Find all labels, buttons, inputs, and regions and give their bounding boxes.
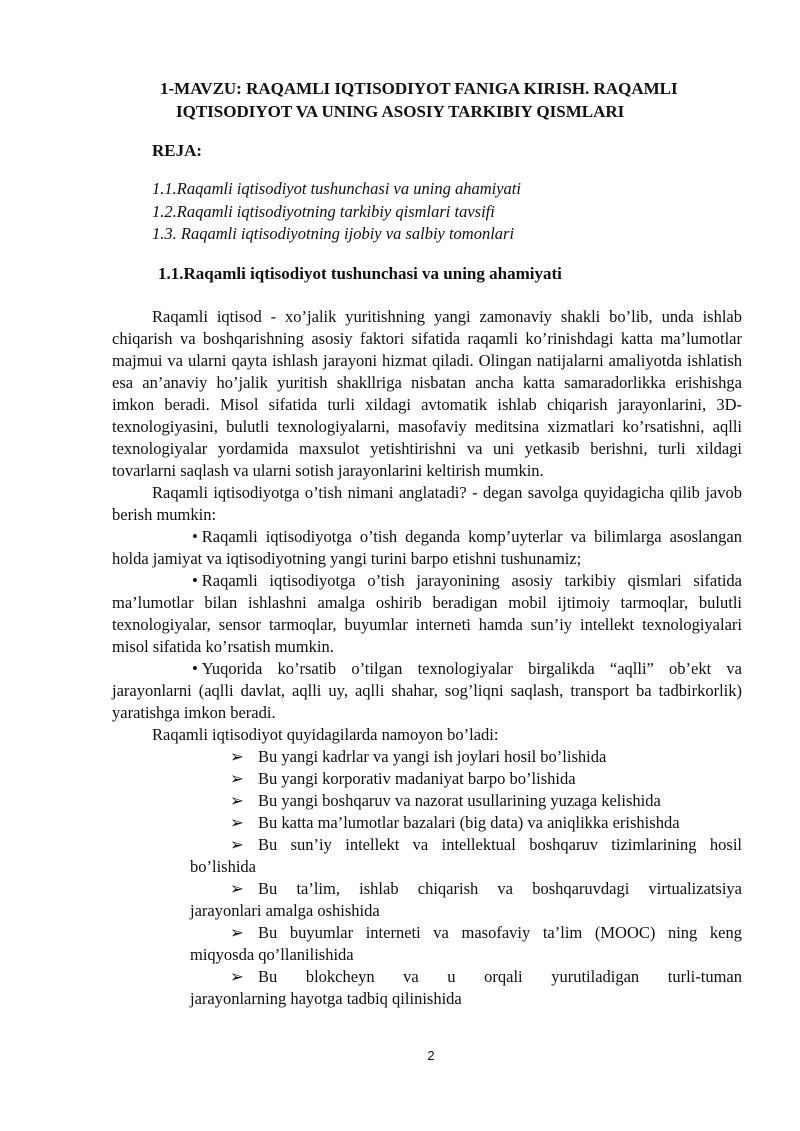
bullet-icon: • — [192, 527, 198, 546]
plan-heading: REJA: — [152, 141, 203, 160]
title-line-2: IQTISODIYOT VA UNING ASOSIY TARKIBIY QISMLARI — [176, 102, 625, 121]
page-title — [160, 77, 760, 123]
bullet-icon: • — [192, 571, 198, 590]
list-item — [112, 768, 742, 790]
list-item-text: Bu buyumlar interneti va masofaviy ta’lim (MOOC) ning keng — [258, 923, 742, 942]
paragraph: Raqamli iqtisod - xo’jalik yuritishning yangi zamonaviy shakli bo’lib, unda ishlab chiqarish va boshqarishning asosiy faktori sifatida raqamli ko’rinishdagi katta ma’lumotlar majmui va ularni qayta ishlash jarayoni hizmat qiladi. Olingan natijalarni amaliyotda ishlatish esa an’anaviy ho’jalik yuritish shakllriga nisbatan ancha katta samaradorlikka erishishga imkon beradi. Misol sifatida turli xildagi avtomatik ishlab chiqarish jarayonlarini, 3D-texnologiyasini, bulutli texnologiyalarni, masofaviy meditsina xizmatlari ko’rsatishni, aqlli texnologiyalar yordamida maxsulot yetishtirishni va uni yetkasib berishni, turli xildagi tovarlarni saqlash va ularni sotish jarayonlarini keltirish mumkin. — [112, 307, 742, 480]
arrow-bullet-icon: ➢ — [230, 769, 244, 788]
bullet-paragraph — [112, 526, 742, 570]
arrow-bullet-icon: ➢ — [230, 923, 244, 942]
plan-item: 1.2.Raqamli iqtisodiyotning tarkibiy qismlari tavsifi — [152, 201, 495, 221]
arrow-bullet-icon: ➢ — [230, 791, 244, 810]
bullet-text: Yuqorida ko’rsatib o’tilgan texnologiyalar birgalikda “aqlli” ob’ekt va jarayonlarni (aqlli davlat, aqlli uy, aqlli shahar, sog’liqni saqlash, transport ba tadbirkorlik) yaratishga imkon beradi. — [112, 659, 742, 722]
list-item — [112, 790, 742, 812]
arrow-bullet-icon: ➢ — [230, 747, 244, 766]
bullet-text: Raqamli iqtisodiyotga o’tish deganda komp’uyterlar va bilimlarga asoslangan holda jamiyat va iqtisodiyotning yangi turini barpo etishni tushunamiz; — [112, 527, 742, 568]
arrow-bullet-icon: ➢ — [230, 835, 244, 854]
paragraph: Raqamli iqtisodiyot quyidagilarda namoyon bo’ladi: — [152, 725, 499, 744]
list-item — [112, 834, 742, 878]
bullet-paragraph — [112, 658, 742, 724]
page-number: 2 — [427, 1048, 435, 1063]
list-item-text: Bu yangi kadrlar va yangi ish joylari hosil bo’lishida — [258, 747, 607, 766]
plan-list — [152, 178, 521, 246]
list-item-text: Bu yangi boshqaruv va nazorat usullarining yuzaga kelishida — [258, 791, 661, 810]
list-item-text: Bu yangi korporativ madaniyat barpo bo’lishida — [258, 769, 576, 788]
body-text — [112, 306, 742, 1010]
arrow-bullet-icon: ➢ — [230, 879, 244, 898]
title-line-1: 1-MAVZU: RAQAMLI IQTISODIYOT FANIGA KIRISH. RAQAMLI — [160, 79, 678, 98]
list-item-continuation: jarayonlarning hayotga tadbiq qilinishida — [190, 989, 462, 1008]
list-item — [112, 966, 742, 1010]
list-item — [112, 922, 742, 966]
list-item-continuation: bo’lishida — [190, 857, 256, 876]
list-item-continuation: miqyosda qo’llanilishida — [190, 945, 354, 964]
bullet-paragraph — [112, 570, 742, 658]
list-item-continuation: jarayonlari amalga oshishida — [190, 901, 380, 920]
list-item — [112, 812, 742, 834]
arrow-bullet-icon: ➢ — [230, 813, 244, 832]
paragraph: Raqamli iqtisodiyotga o’tish nimani anglatadi? - degan savolga quyidagicha qilib javob berish mumkin: — [112, 483, 742, 524]
plan-item: 1.1.Raqamli iqtisodiyot tushunchasi va uning ahamiyati — [152, 179, 521, 198]
bullet-icon: • — [192, 659, 198, 678]
list-item-text: Bu katta ma’lumotlar bazalari (big data) va aniqlikka erishishda — [258, 813, 680, 832]
list-item-text: Bu sun’iy intellekt va intellektual boshqaruv tizimlarining hosil — [258, 835, 742, 854]
list-item — [112, 878, 742, 922]
list-item-text: Bu blokcheyn va u orqali yurutiladigan turli-tuman — [258, 967, 742, 986]
plan-item: 1.3. Raqamli iqtisodiyotning ijobiy va salbiy tomonlari — [152, 224, 515, 243]
list-item — [112, 746, 742, 768]
arrow-bullet-icon: ➢ — [230, 967, 244, 986]
bullet-text: Raqamli iqtisodiyotga o’tish jarayonining asosiy tarkibiy qismlari sifatida ma’lumotlar bilan ishlashni amalga oshirib beradigan mobil ijtimoiy tarmoqlar, bulutli texnologiyalar, sensor tarmoqlar, buyumlar interneti hamda sun’iy intellekt texnologiyalari misol sifatida ko’rsatish mumkin. — [112, 571, 742, 656]
section-heading: 1.1.Raqamli iqtisodiyot tushunchasi va uning ahamiyati — [158, 264, 562, 283]
list-item-text: Bu ta’lim, ishlab chiqarish va boshqaruvdagi virtualizatsiya — [258, 879, 742, 898]
